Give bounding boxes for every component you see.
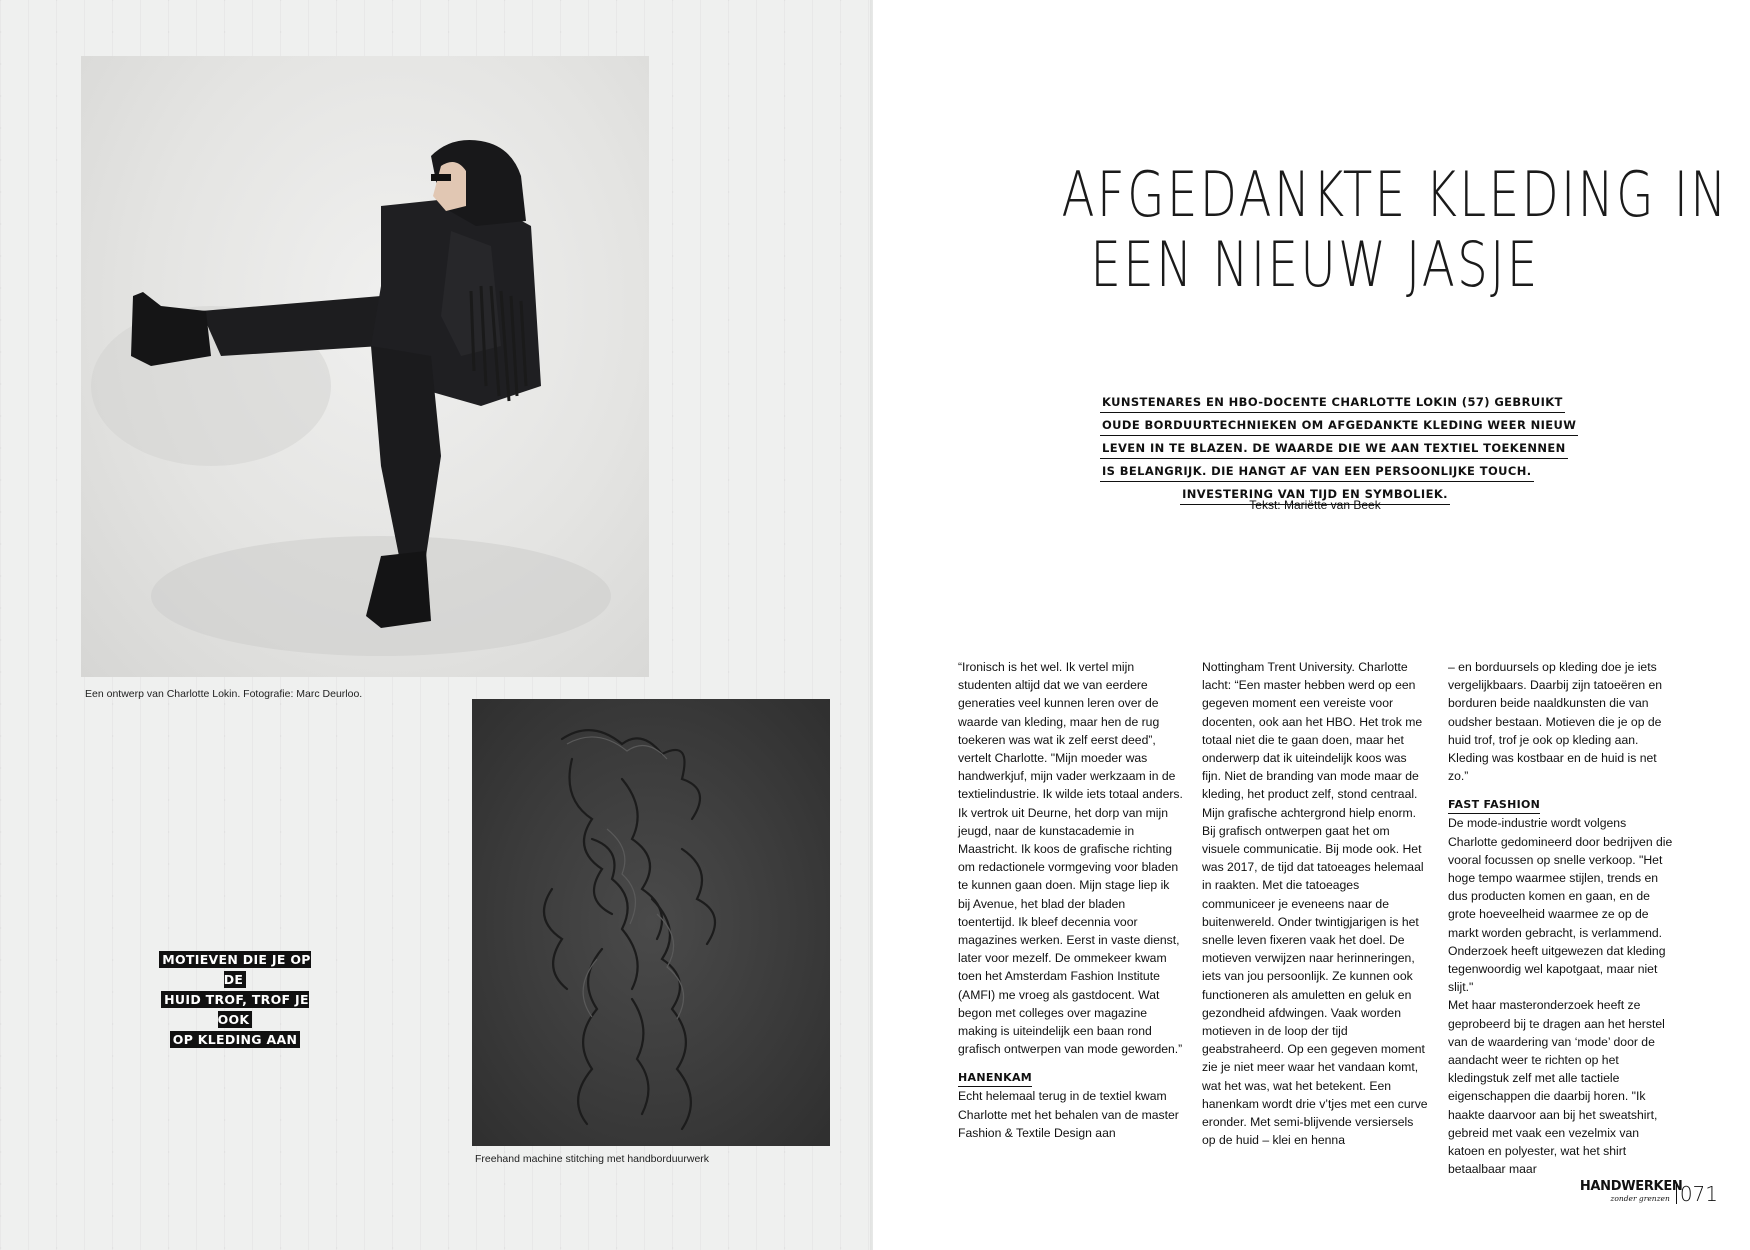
body-paragraph: Met haar masteronderzoek heeft ze geprobeerd bij te dragen aan het herstel van de waardering van ‘mode’ door de aandacht weer te richten op het kledingstuk zelf met alle tactiele eigenschappen die daarbij horen. "Ik haakte daarvoor aan bij het sweatshirt, gebreid met vaak een vezelmix van katoen en polyester, wat het shirt betaalbaar maar	[1448, 998, 1665, 1177]
body-paragraph: De mode-industrie wordt volgens Charlotte gedomineerd door bedrijven die vooral focussen op snelle verkoop. "Het hoge tempo waarmee stijlen, trends en dus producten komen en gaan, en de grote hoeveelheid waarmee ze op de markt worden gebracht, is verlammend. Onderzoek heeft uitgewezen dat kleding tegenwoordig wel kapotgaat, maar niet slijt."	[1448, 816, 1673, 995]
logo-wordmark: HANDWERKEN	[1579, 1179, 1683, 1194]
body-paragraph: – en borduursels op kleding doe je iets vergelijkbaars. Daarbij zijn tatoeëren en borduren beide naaldkunsten die van oudsher bestaan. Motieven die je op de huid trof, trof je ook op kleding aan. Kleding was kostbaar en de huid is net zo.”	[1448, 660, 1663, 784]
page-footer	[1580, 1180, 1718, 1204]
subheading-fast-fashion: FAST FASHION	[1448, 797, 1540, 814]
embroidery-illustration	[472, 699, 830, 1146]
logo-tagline: zonder grenzen	[1610, 1194, 1670, 1203]
magazine-logo	[1579, 1179, 1683, 1204]
headline-line: AFGEDANKTE KLEDING IN	[1061, 158, 1729, 231]
body-column-3	[1448, 658, 1674, 1178]
pull-quote	[150, 950, 320, 1050]
body-paragraph: Echt helemaal terug in de textiel kwam Charlotte met het behalen van de master Fashion & Textile Design aan	[958, 1089, 1179, 1140]
subheading-hanenkam: HANENKAM	[958, 1070, 1032, 1087]
body-column-2	[1202, 658, 1428, 1149]
pull-quote-line: OP KLEDING AAN	[170, 1031, 300, 1048]
photo-dancer	[81, 56, 649, 677]
intro-line: OUDE BORDUURTECHNIEKEN OM AFGEDANKTE KLEDING WEER NIEUW	[1100, 416, 1578, 436]
pull-quote-line: MOTIEVEN DIE JE OP DE	[159, 951, 310, 988]
body-paragraph: “Ironisch is het wel. Ik vertel mijn studenten altijd dat we van eerdere generaties veel kunnen leren over de waarde van kleding, maar hen de rug toekeren was wat ik zelf eerst deed”, vertelt Charlotte. "Mijn moeder was handwerkjuf, mijn vader werkzaam in de textielindustrie. Ik wilde iets totaal anders. Ik vertrok uit Deurne, het dorp van mijn jeugd, naar de kunstacademie in Maastricht. Ik koos de grafische richting om redactionele vormgeving voor bladen te kunnen gaan doen. Mijn stage liep ik bij Avenue, het blad der bladen toentertijd. Ik bleef decennia voor magazines werken. Eerst in vaste dienst, later voor mezelf. De ommekeer kwam toen het Amsterdam Fashion Institute (AMFI) me vroeg als gastdocent. Wat begon met colleges over magazine making is uiteindelijk een baan rond grafisch ontwerpen van mode geworden.”	[958, 660, 1183, 1057]
article-headline	[1061, 158, 1729, 301]
intro-line: IS BELANGRIJK. DIE HANGT AF VAN EEN PERSOONLIJKE TOUCH.	[1100, 462, 1534, 482]
photo-embroidery	[472, 699, 830, 1146]
headline-line: EEN NIEUW JASJE	[1090, 228, 1540, 301]
byline: Tekst: Mariëtte van Beek	[1249, 498, 1381, 512]
page-number: 071	[1676, 1184, 1718, 1204]
pull-quote-line: HUID TROF, TROF JE OOK	[161, 991, 309, 1028]
left-page	[0, 0, 873, 1250]
intro-line: INVESTERING VAN TIJD EN SYMBOLIEK.	[1180, 485, 1450, 505]
dancer-illustration	[81, 56, 649, 677]
photo-caption-embroidery: Freehand machine stitching met handborduurwerk	[475, 1153, 710, 1165]
intro-line: LEVEN IN TE BLAZEN. DE WAARDE DIE WE AAN TEXTIEL TOEKENNEN	[1100, 439, 1568, 459]
intro-line: KUNSTENARES EN HBO-DOCENTE CHARLOTTE LOKIN (57) GEBRUIKT	[1100, 393, 1565, 413]
body-column-1	[958, 658, 1184, 1142]
photo-caption: Een ontwerp van Charlotte Lokin. Fotografie: Marc Deurloo.	[85, 688, 363, 700]
article-intro	[1100, 393, 1577, 508]
body-paragraph: Nottingham Trent University. Charlotte lacht: “Een master hebben werd op een gegeven moment een vereiste voor docenten, ook aan het HBO. Het trok me totaal niet die te gaan doen, maar het onderwerp dat ik uiteindelijk koos was fijn. Niet de branding van mode maar de kleding, het product zelf, stond centraal. Mijn grafische achtergrond hielp enorm. Bij grafisch ontwerpen gaat het om visuele communicatie. Bij mode ook. Het was 2017, de tijd dat tatoeages helemaal in raakten. Met die tatoeages communiceer je eveneens naar de buitenwereld. Onder twintigjarigen is het snelle leven fixeren vaak het doel. De motieven verwijzen naar herinneringen, iets van jou persoonlijk. Ze kunnen ook functioneren als amuletten en geluk en gezondheid afdwingen. Vaak worden motieven in de loop der tijd geabstraheerd. Op een gegeven moment zie je niet meer waar het vandaan komt, wat het was, wat het betekent. Een hanenkam wordt drie v’tjes met een curve eronder. Met semi-blijvende versiersels op de huid – klei en henna	[1202, 660, 1428, 1148]
